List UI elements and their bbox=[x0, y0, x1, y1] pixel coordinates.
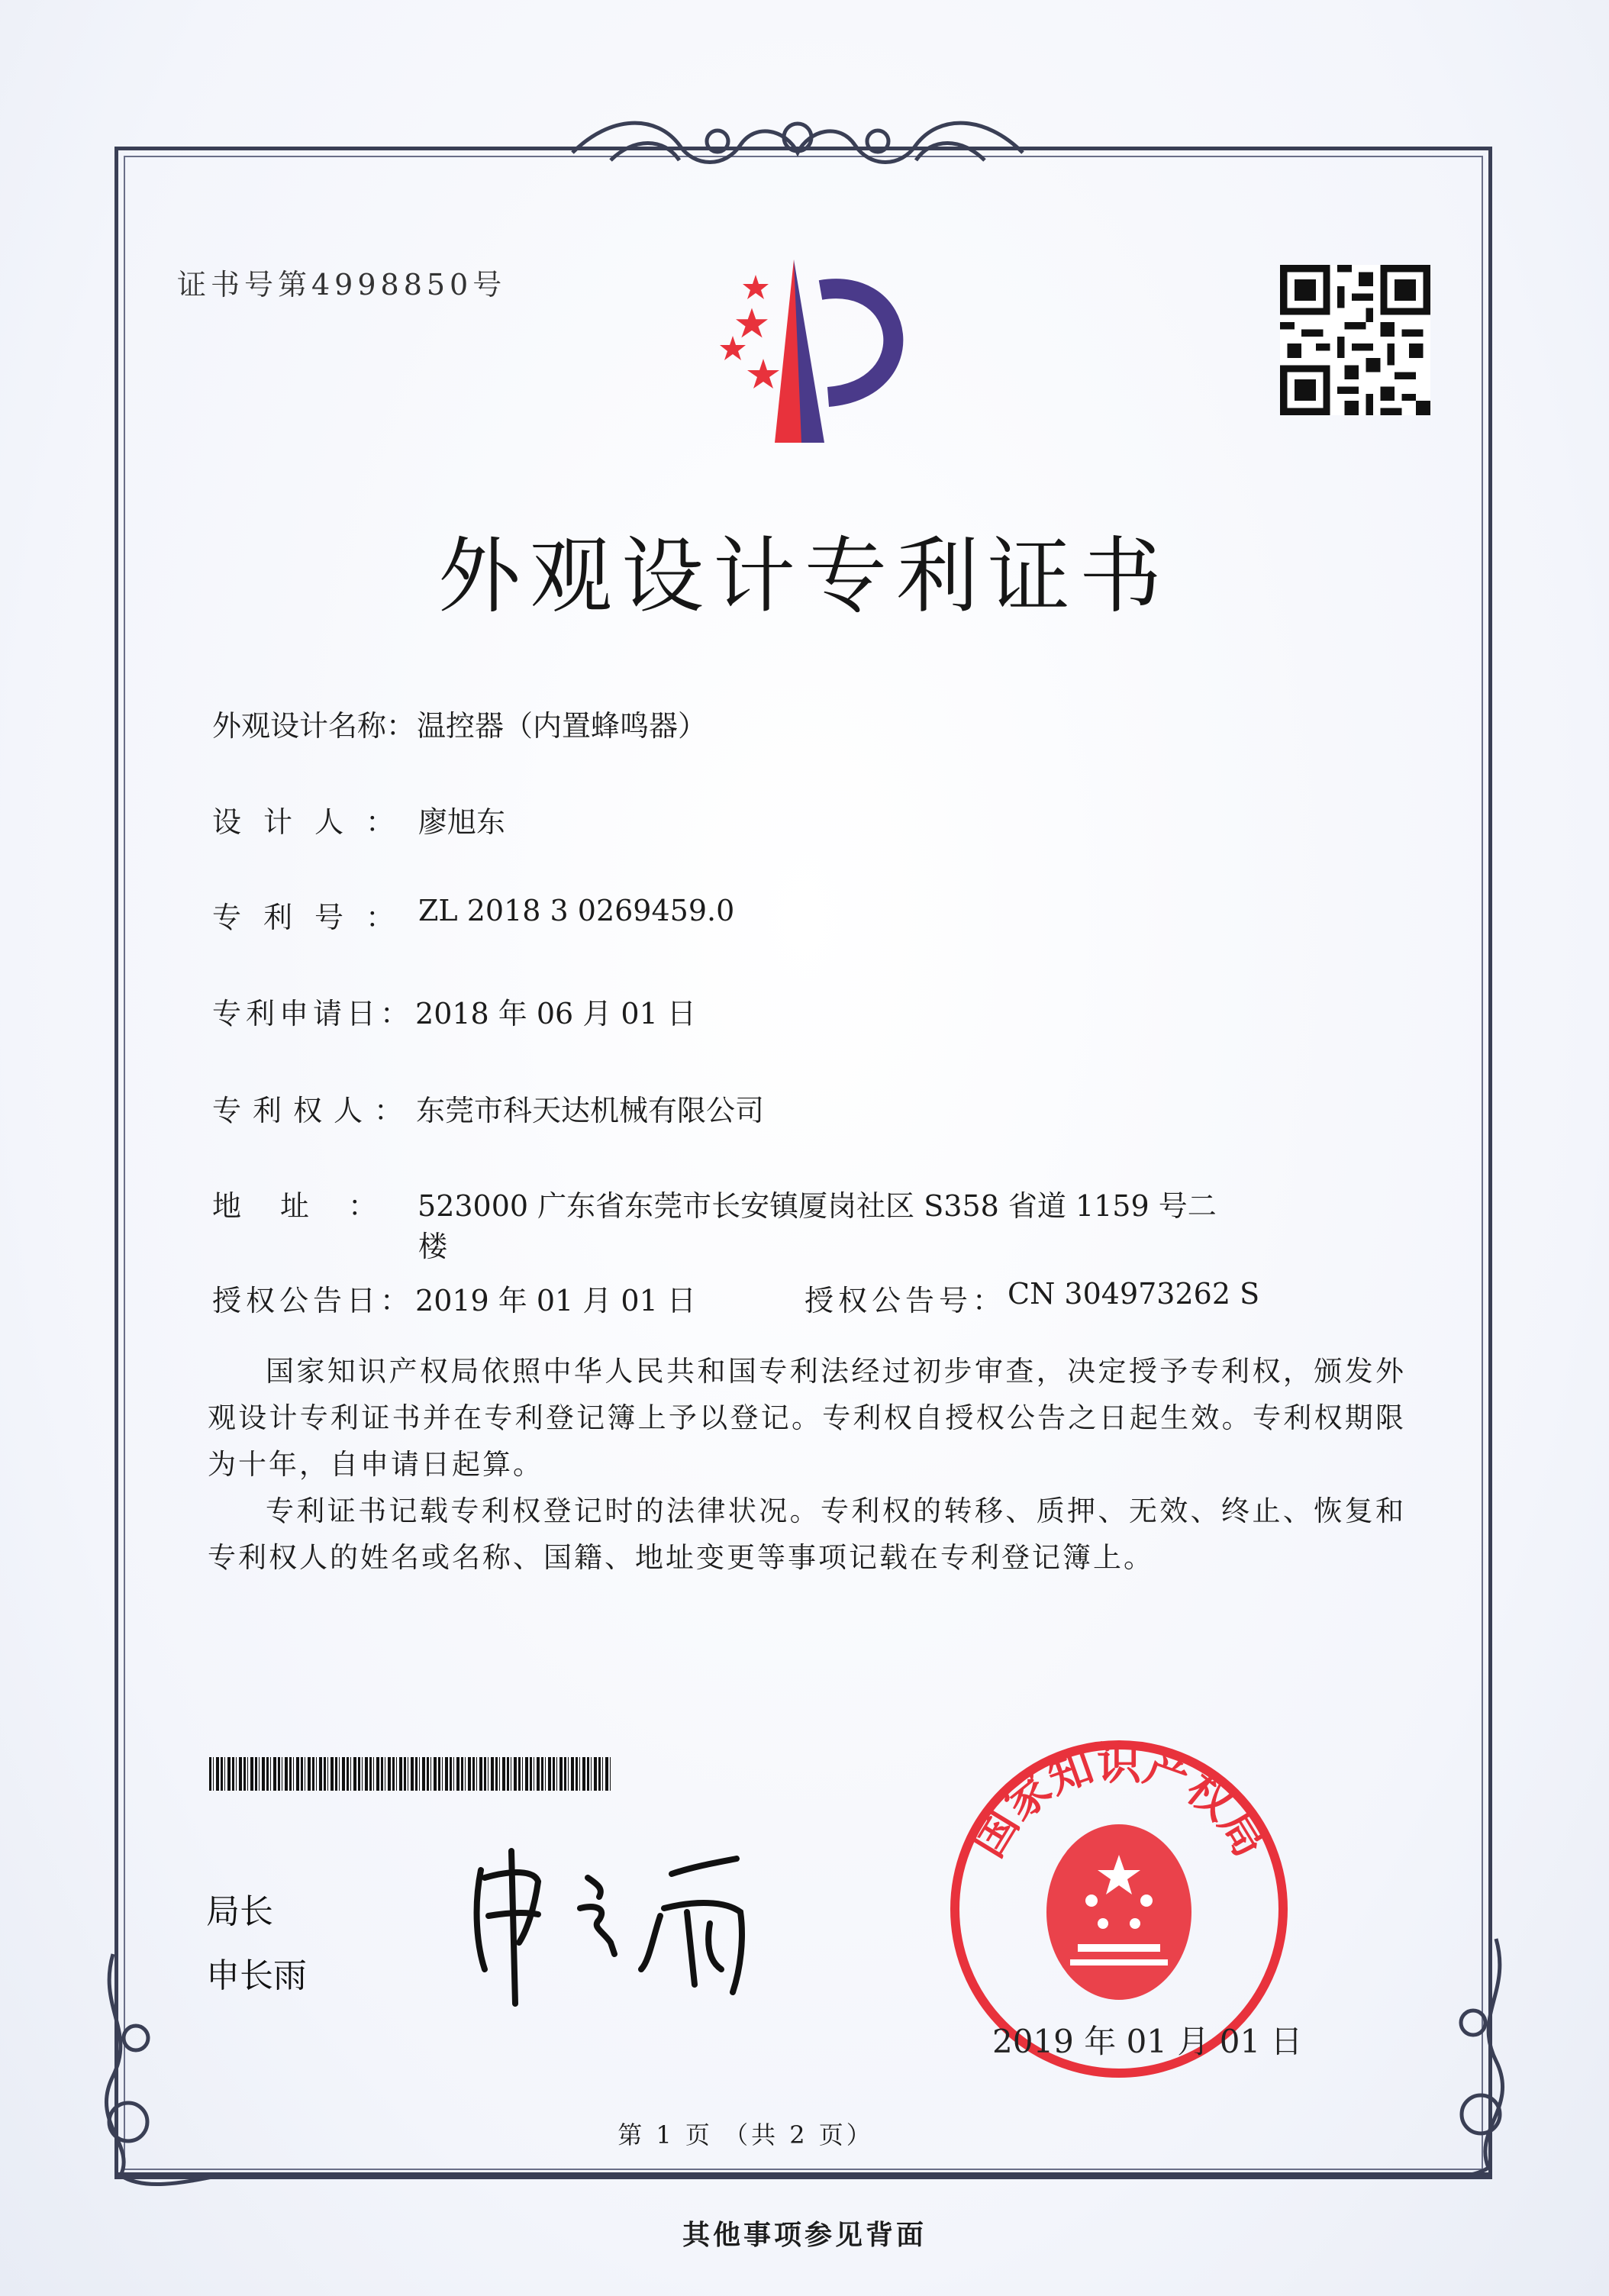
field-value: 523000 广东省东莞市长安镇厦岗社区 S358 省道 1159 号二 bbox=[418, 1189, 1217, 1223]
director-signature bbox=[466, 1847, 801, 2007]
field-application-date bbox=[212, 990, 696, 1032]
statement-paragraph: 专利证书记载专利权登记时的法律状况。专利权的转移、质押、无效、终止、恢复和专利权人的姓名或名称、国籍、地址变更等事项记载在专利登记簿上。 bbox=[208, 1495, 1406, 1574]
field-label: 专利申请日： bbox=[212, 997, 414, 1030]
field-grant-number bbox=[804, 1277, 1259, 1319]
statement-paragraph: 国家知识产权局依照中华人民共和国专利法经过初步审查，决定授予专利权，颁发外观设计专利证书并在专利登记簿上予以登记。专利权自授权公告之日起生效。专利权期限为十年，自申请日起算。 bbox=[208, 1355, 1406, 1481]
field-value: ZL 2018 3 0269459.0 bbox=[418, 894, 735, 927]
page-indicator: 第 1 页 （共 2 页） bbox=[617, 2120, 874, 2149]
page-title: 外观设计专利证书 bbox=[437, 529, 1171, 624]
field-label: 地址： bbox=[212, 1189, 417, 1223]
bottom-right-ornament-icon bbox=[1374, 1931, 1519, 2198]
field-value: 2018 年 06 月 01 日 bbox=[415, 997, 696, 1030]
qr-code[interactable] bbox=[1280, 263, 1430, 417]
field-label: 授权公告号： bbox=[804, 1284, 1007, 1317]
field-design-name bbox=[212, 702, 707, 744]
field-label: 专利号： bbox=[212, 901, 418, 934]
field-label: 设计人： bbox=[212, 805, 418, 839]
director-name: 申长雨 bbox=[206, 1956, 307, 1995]
patent-office-logo-icon bbox=[679, 260, 931, 450]
field-label: 授权公告日： bbox=[212, 1284, 414, 1317]
seal-date: 2019 年 01 月 01 日 bbox=[992, 2023, 1303, 2060]
director-title: 局长 bbox=[206, 1892, 273, 1931]
field-patent-number bbox=[212, 894, 734, 936]
field-grant-date bbox=[212, 1277, 696, 1319]
field-label: 专利权人： bbox=[212, 1094, 415, 1127]
certificate-statement bbox=[208, 1348, 1406, 1581]
field-value: CN 304973262 S bbox=[1008, 1277, 1260, 1311]
field-value: 温控器（内置蜂鸣器） bbox=[417, 709, 708, 743]
footer-note: 其他事项参见背面 bbox=[682, 2219, 927, 2251]
field-value: 廖旭东 bbox=[418, 805, 506, 839]
field-address bbox=[212, 1182, 1217, 1224]
top-ornament-icon bbox=[565, 107, 1030, 191]
field-address-continued: 楼 bbox=[418, 1230, 448, 1263]
field-value: 东莞市科天达机械有限公司 bbox=[416, 1094, 765, 1127]
field-designer bbox=[212, 798, 505, 840]
barcode bbox=[209, 1757, 611, 1791]
field-patentee bbox=[212, 1087, 764, 1129]
seal-text: 国家知识产权局 bbox=[961, 1737, 1277, 1866]
field-value: 2019 年 01 月 01 日 bbox=[415, 1284, 696, 1317]
field-label: 外观设计名称： bbox=[212, 709, 416, 743]
certificate-number: 证书号第4998850号 bbox=[177, 268, 507, 302]
